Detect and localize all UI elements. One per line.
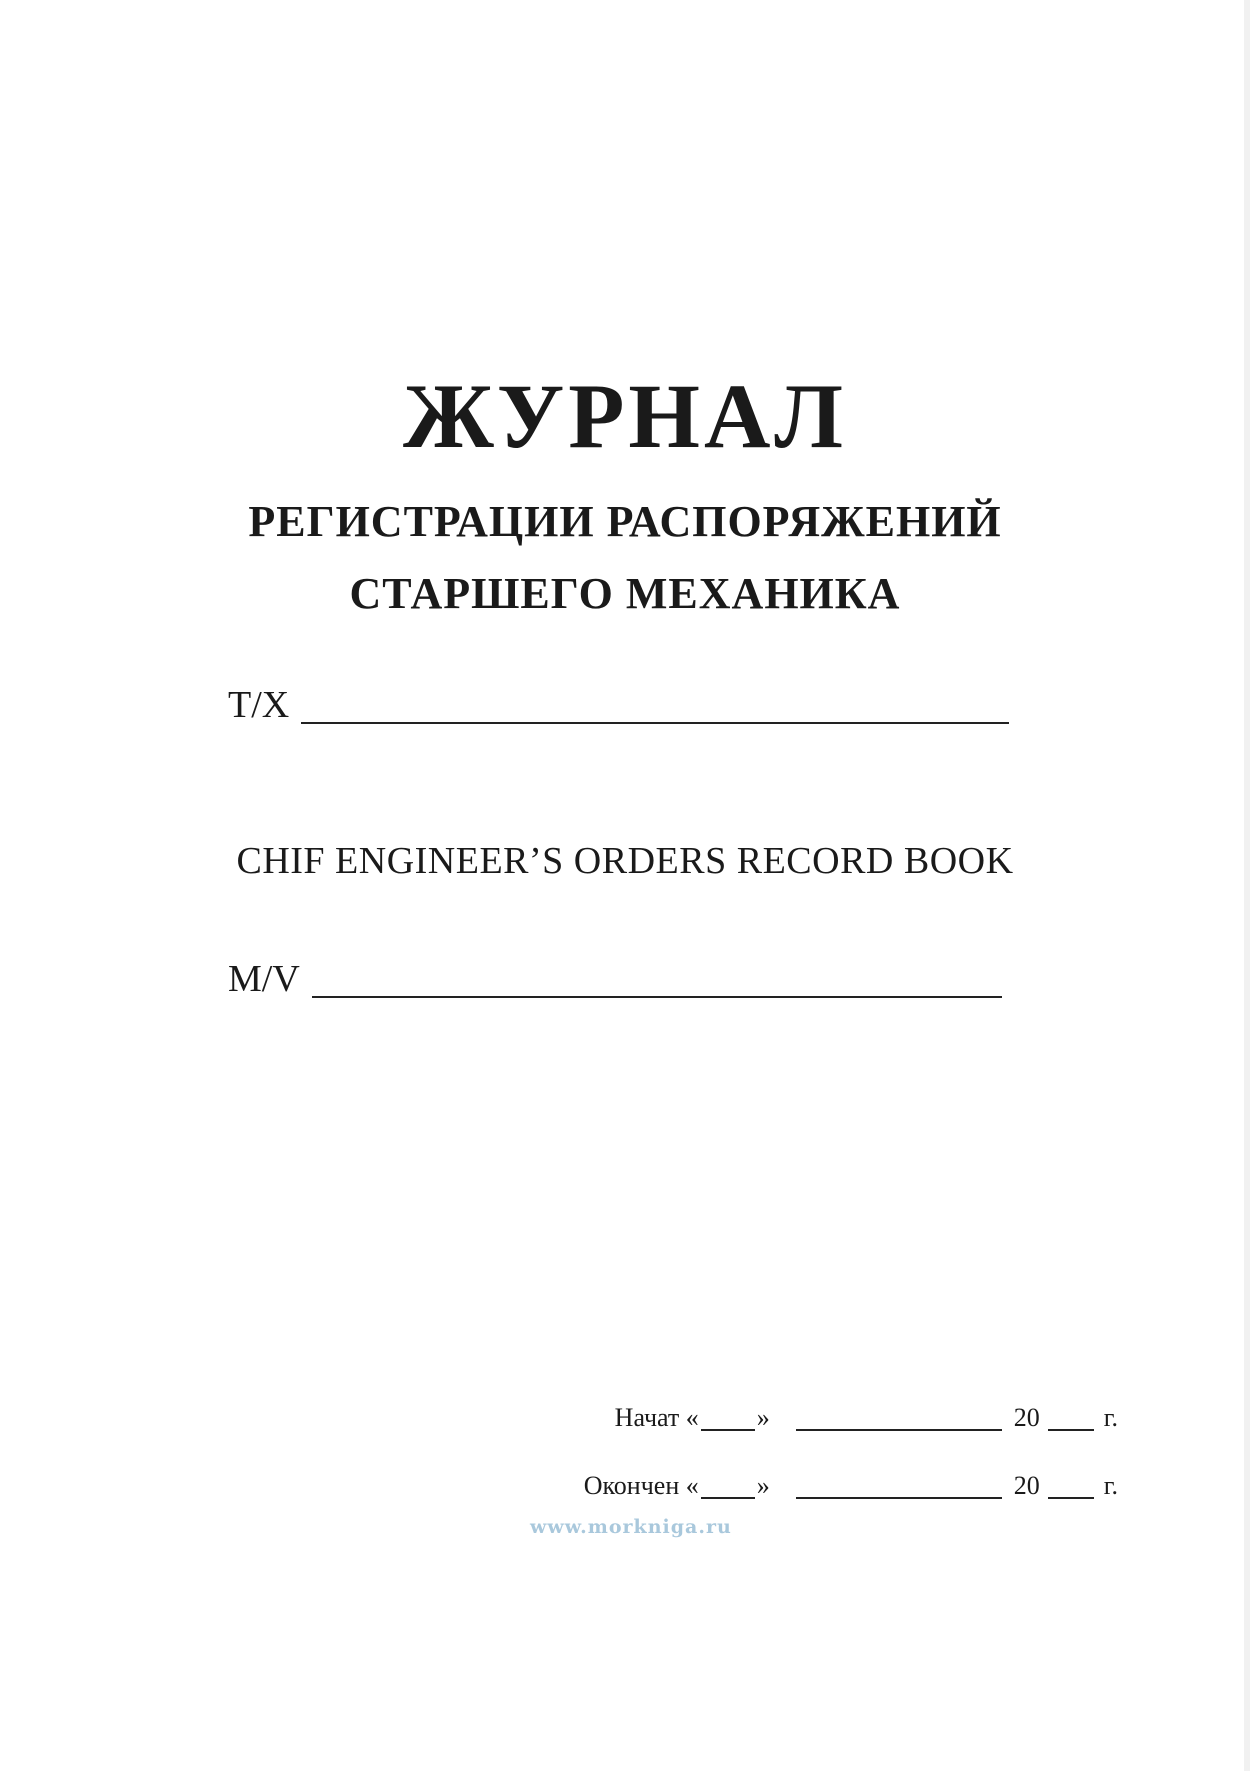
document-title: ЖУРНАЛ xyxy=(403,365,847,467)
open-quote: « xyxy=(685,1471,699,1500)
year-blank xyxy=(1048,1477,1094,1499)
start-date-row xyxy=(615,1405,1118,1431)
year-prefix: 20 xyxy=(1013,1471,1040,1500)
year-prefix: 20 xyxy=(1013,1403,1040,1432)
document-subtitle-line-2: СТАРШЕГО МЕХАНИКА xyxy=(349,569,901,618)
vessel-name-blank-en xyxy=(312,968,1002,998)
year-suffix: г. xyxy=(1103,1403,1118,1432)
vessel-label-en: M/V xyxy=(228,958,300,1000)
open-quote: « xyxy=(685,1403,699,1432)
month-blank xyxy=(796,1409,1002,1431)
end-date-row xyxy=(584,1473,1118,1499)
document-subtitle-line-1: РЕГИСТРАЦИИ РАСПОРЯЖЕНИЙ xyxy=(248,497,1002,546)
page-edge xyxy=(1244,0,1250,1771)
close-quote: » xyxy=(756,1471,770,1500)
close-quote: » xyxy=(756,1403,770,1432)
vessel-label-ru: Т/Х xyxy=(228,684,290,726)
watermark: www.morkniga.ru xyxy=(530,1516,732,1538)
vessel-name-field-en xyxy=(228,960,1002,998)
vessel-name-blank-ru xyxy=(301,694,1009,724)
day-blank xyxy=(701,1409,755,1431)
vessel-name-field-ru xyxy=(228,686,1009,724)
month-blank xyxy=(796,1477,1002,1499)
start-date-label: Начат xyxy=(614,1403,680,1432)
year-suffix: г. xyxy=(1103,1471,1118,1500)
day-blank xyxy=(701,1477,755,1499)
end-date-label: Окончен xyxy=(583,1471,680,1500)
english-title: CHIF ENGINEER’S ORDERS RECORD BOOK xyxy=(236,840,1014,882)
year-blank xyxy=(1048,1409,1094,1431)
